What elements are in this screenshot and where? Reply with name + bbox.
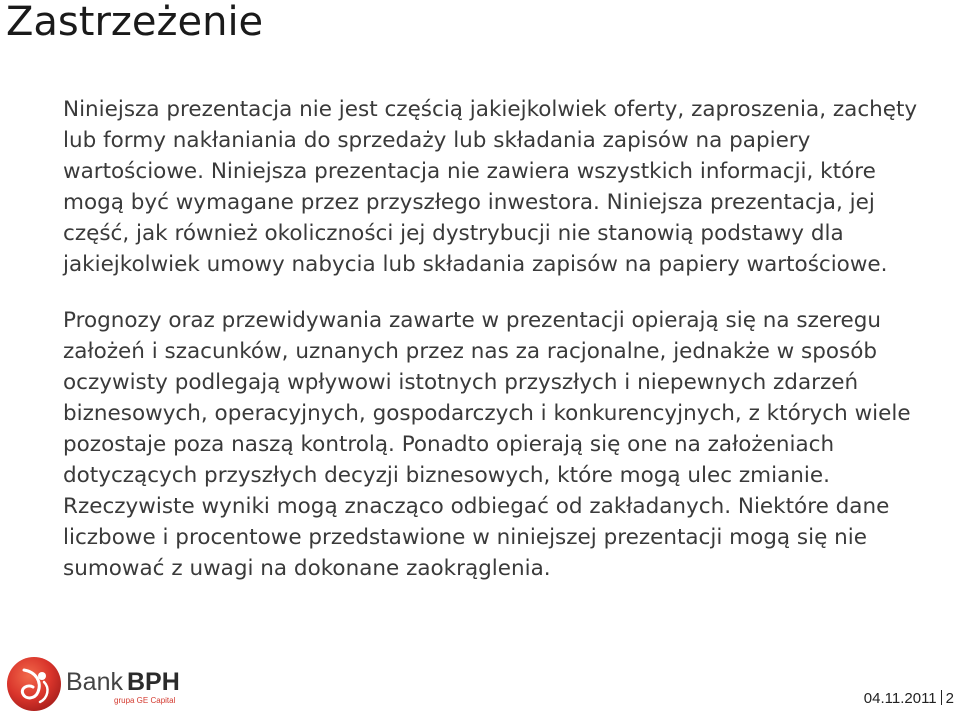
page-number: 2	[945, 690, 954, 707]
bank-bph-logo	[6, 656, 186, 712]
logo-wordmark	[66, 668, 180, 697]
logo-bank-text: Bank	[66, 668, 123, 696]
footer-date: 04.11.2011	[863, 690, 937, 707]
logo-bph-text: BPH	[126, 668, 180, 696]
footer-separator	[941, 690, 942, 705]
slide-title: Zastrzeżenie	[6, 0, 264, 45]
disclaimer-paragraph-2: Prognozy oraz przewidywania zawarte w prezentacji opierają się na szeregu założeń i szacunków, uznanych przez nas za racjonalne, jednakże w sposób oczywisty podlegają wpływowi istotnych przyszłych i niepewnych zdarzeń biznesowych, operacyjnych, gospodarczych i konkurencyjnych, z których wiele pozostaje poza naszą kontrolą. Ponadto opierają się one na założeniach dotyczących przyszłych decyzji biznesowych, które mogą ulec zmianie. Rzeczywiste wyniki mogą znacząco odbiegać od zakładanych. Niektóre dane liczbowe i procentowe przedstawione w niniejszej prezentacji mogą się nie sumować z uwagi na dokonane zaokrąglenia.	[63, 308, 911, 581]
slide-body	[63, 94, 938, 609]
disclaimer-paragraph-1: Niniejsza prezentacja nie jest częścią jakiejkolwiek oferty, zaproszenia, zachęty lub formy nakłaniania do sprzedaży lub składania zapisów na papiery wartościowe. Niniejsza prezentacja nie zawiera wszystkich informacji, które mogą być wymagane przez przyszłego inwestora. Niniejsza prezentacja, jej część, jak również okoliczności jej dystrybucji nie stanowią podstawy dla jakiejkolwiek umowy nabycia lub składania zapisów na papiery wartościowe.	[63, 97, 918, 277]
bank-bph-logo-mark-icon	[6, 656, 62, 712]
logo-tagline: grupa GE Capital	[114, 696, 176, 705]
footer-meta	[864, 690, 954, 707]
